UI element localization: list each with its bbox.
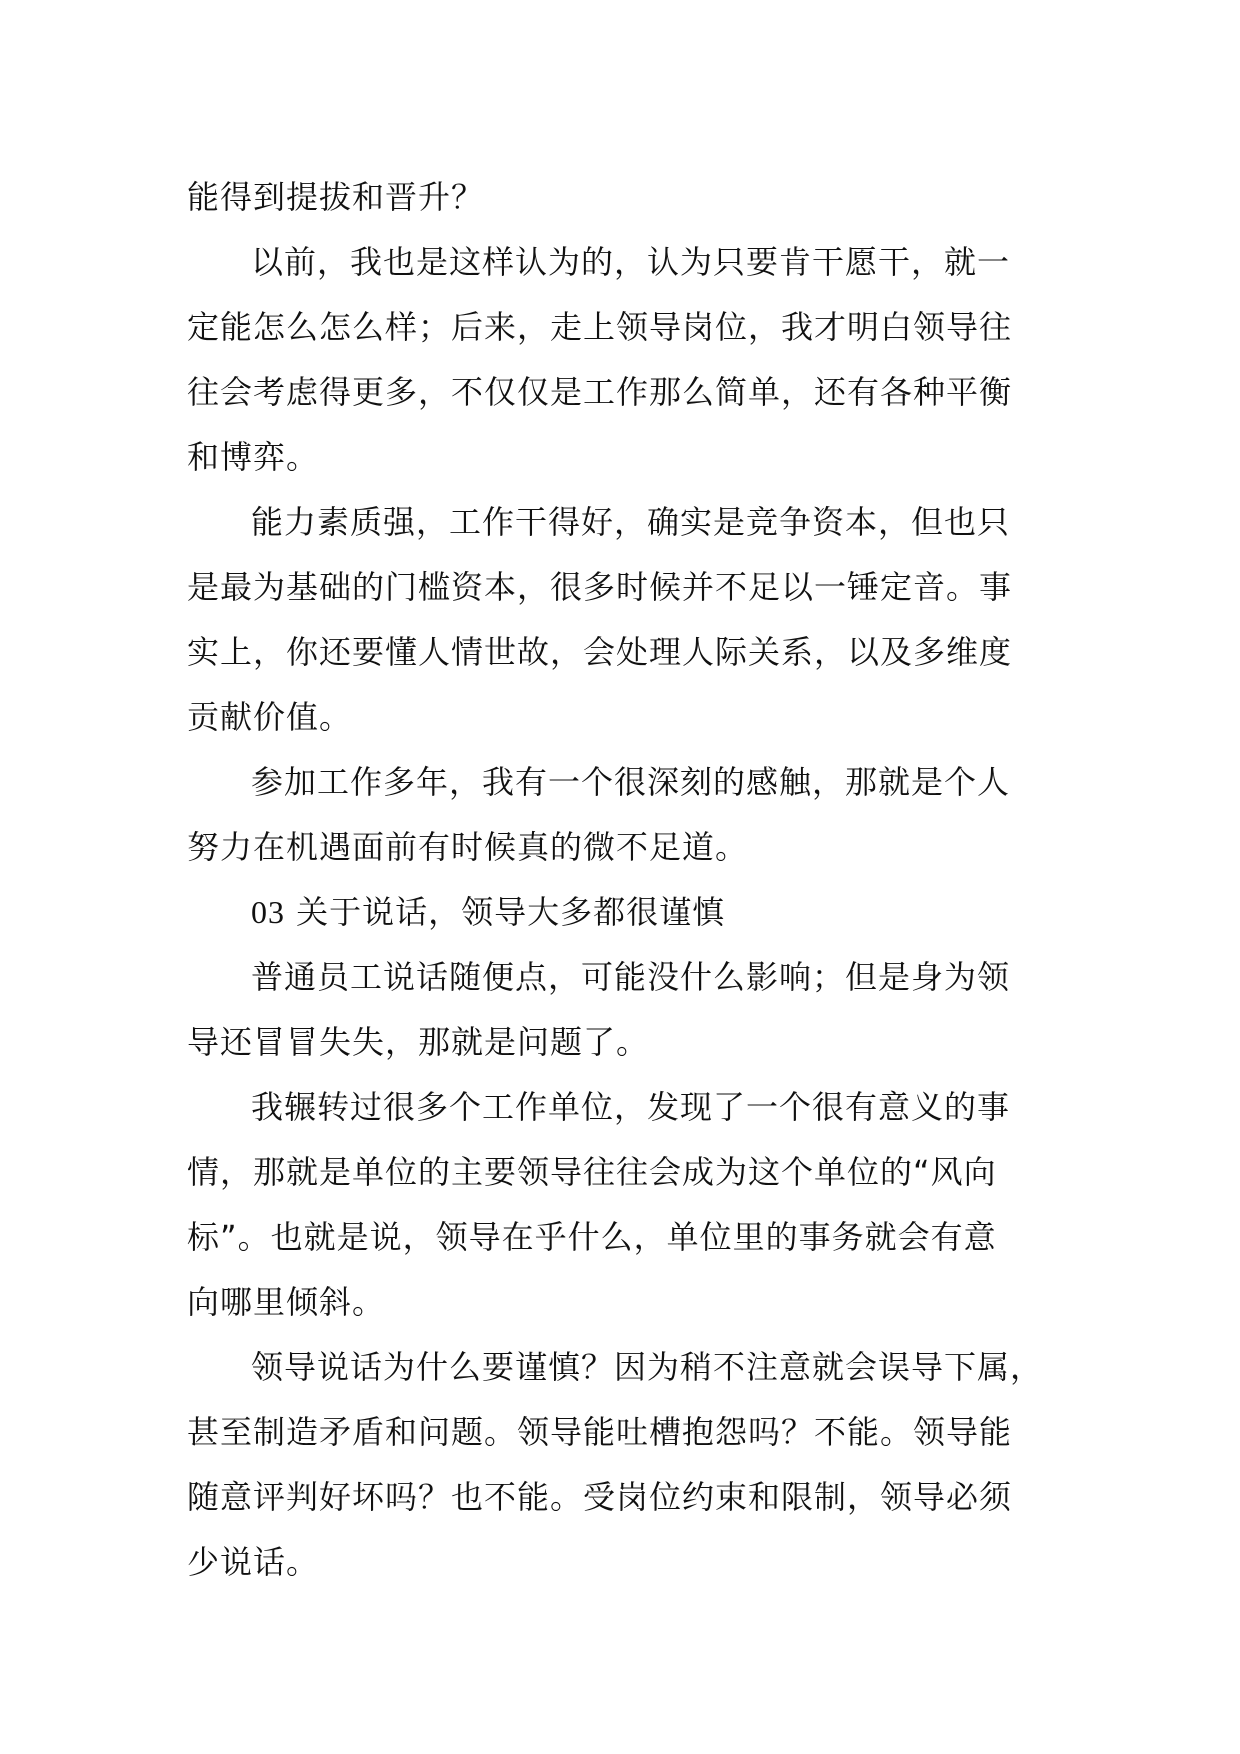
text-line: 以前，我也是这样认为的，认为只要肯干愿干，就一 [251,243,1011,281]
paragraph-2 [187,230,1087,490]
text-line: 标”。也就是说，领导在乎什么，单位里的事务就会有意 [187,1218,997,1256]
text-line: 少说话。 [187,1543,320,1581]
paragraph-7 [187,1335,1087,1595]
text-line: 能得到提拔和晋升？ [187,178,485,216]
text-line: 我辗转过很多个工作单位，发现了一个很有意义的事 [251,1088,1011,1126]
section-number: 03 [251,894,285,930]
document-body [187,165,1087,1595]
text-line: 甚至制造矛盾和问题。领导能吐槽抱怨吗？不能。领导能 [187,1413,1013,1451]
paragraph-3 [187,490,1087,750]
text-line: 实上，你还要懂人情世故，会处理人际关系，以及多维度 [187,633,1013,671]
text-line: 参加工作多年，我有一个很深刻的感触，那就是个人 [251,763,1011,801]
text-line: 贡献价值。 [187,698,353,736]
paragraph-6 [187,1075,1087,1335]
text-line: 和博弈。 [187,438,320,476]
section-heading [187,880,1087,945]
text-line: 普通员工说话随便点，可能没什么影响；但是身为领 [251,958,1011,996]
paragraph-5 [187,945,1087,1075]
text-line: 是最为基础的门槛资本，很多时候并不足以一锤定音。事 [187,568,1013,606]
text-line: 情，那就是单位的主要领导往往会成为这个单位的“风向 [187,1153,997,1191]
text-line: 向哪里倾斜。 [187,1283,386,1321]
section-title: 关于说话，领导大多都很谨慎 [285,893,726,931]
paragraph-4 [187,750,1087,880]
paragraph-1 [187,165,1087,230]
text-line: 导还冒冒失失，那就是问题了。 [187,1023,650,1061]
text-line: 能力素质强，工作干得好，确实是竞争资本，但也只 [251,503,1011,541]
text-line: 随意评判好坏吗？也不能。受岗位约束和限制，领导必须 [187,1478,1013,1516]
text-line: 往会考虑得更多，不仅仅是工作那么简单，还有各种平衡 [187,373,1013,411]
text-line: 领导说话为什么要谨慎？因为稍不注意就会误导下属， [251,1348,1044,1386]
text-line: 定能怎么怎么样；后来，走上领导岗位，我才明白领导往 [187,308,1013,346]
text-line: 努力在机遇面前有时候真的微不足道。 [187,828,749,866]
